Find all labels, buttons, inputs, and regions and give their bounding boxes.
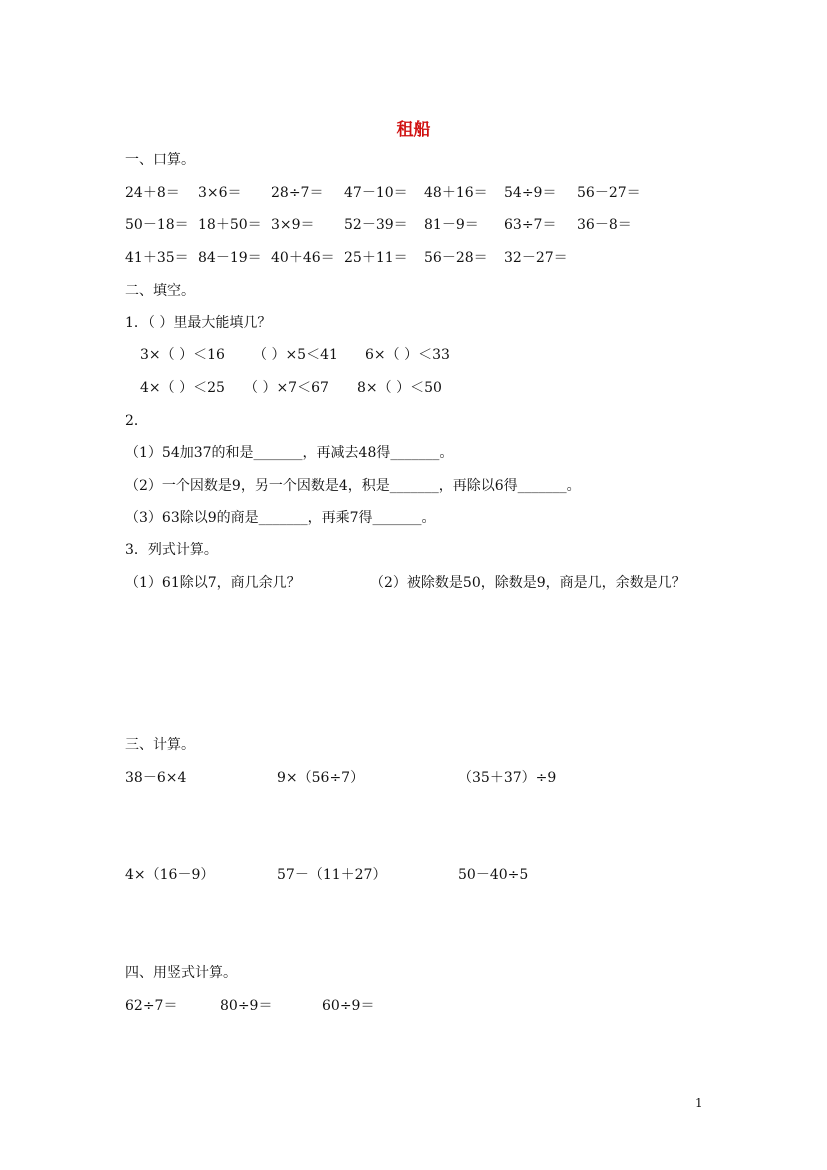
calc-problem: 9×（56÷7） [277,770,365,786]
oral-problem: 3×9＝ [271,217,315,233]
fill-blank-sentence: （3）63除以9的商是_______，再乘7得_______。 [125,510,436,526]
oral-problem: 3×6＝ [198,185,242,201]
oral-problem: 18＋50＝ [198,217,262,233]
fill-blank-item: 3×（ ）＜16 [140,347,225,363]
calc-problem: 50－40÷5 [458,867,529,883]
oral-problem: 24＋8＝ [125,185,180,201]
fill-blank-item: （ ）×7＜67 [244,380,329,396]
question-3-label: 3．列式计算。 [125,542,218,558]
calc-problem: 4×（16－9） [125,867,215,883]
vertical-calc-problem: 60÷9＝ [322,998,375,1014]
section-4-heading: 四、用竖式计算。 [125,965,237,981]
oral-problem: 54÷9＝ [504,185,557,201]
word-problem: （2）被除数是50，除数是9，商是几，余数是几？ [370,575,686,591]
worksheet-title: 租船 [396,120,431,140]
oral-problem: 48＋16＝ [424,185,488,201]
word-problem: （1）61除以7，商几余几？ [125,575,301,591]
oral-problem: 63÷7＝ [504,217,557,233]
vertical-calc-problem: 80÷9＝ [220,998,273,1014]
fill-blank-item: 6×（ ）＜33 [365,347,450,363]
section-1-heading: 一、口算。 [125,152,195,168]
calc-problem: （35＋37）÷9 [458,770,557,786]
oral-problem: 56－27＝ [577,185,641,201]
vertical-calc-problem: 62÷7＝ [125,998,178,1014]
question-2-label: 2． [125,413,148,429]
section-2-heading: 二、填空。 [125,283,195,299]
oral-problem: 50－18＝ [125,217,189,233]
section-3-heading: 三、计算。 [125,737,195,753]
oral-problem: 40＋46＝ [271,250,335,266]
oral-problem: 56－28＝ [424,250,488,266]
oral-problem: 47－10＝ [344,185,408,201]
fill-blank-item: （ ）×5＜41 [253,347,338,363]
fill-blank-sentence: （2）一个因数是9，另一个因数是4，积是_______，再除以6得_______。 [125,478,581,494]
oral-problem: 52－39＝ [344,217,408,233]
fill-blank-item: 8×（ ）＜50 [357,380,442,396]
calc-problem: 57－（11＋27） [277,867,387,883]
calc-problem: 38－6×4 [125,770,187,786]
oral-problem: 28÷7＝ [271,185,324,201]
fill-blank-item: 4×（ ）＜25 [140,380,225,396]
fill-blank-sentence: （1）54加37的和是_______，再减去48得_______。 [125,445,454,461]
oral-problem: 41＋35＝ [125,250,189,266]
page-number: 1 [695,1096,703,1110]
oral-problem: 25＋11＝ [344,250,408,266]
oral-problem: 32－27＝ [504,250,568,266]
oral-problem: 81－9＝ [424,217,479,233]
question-1-label: 1．（ ）里最大能填几？ [125,315,272,331]
oral-problem: 36－8＝ [577,217,632,233]
oral-problem: 84－19＝ [198,250,262,266]
